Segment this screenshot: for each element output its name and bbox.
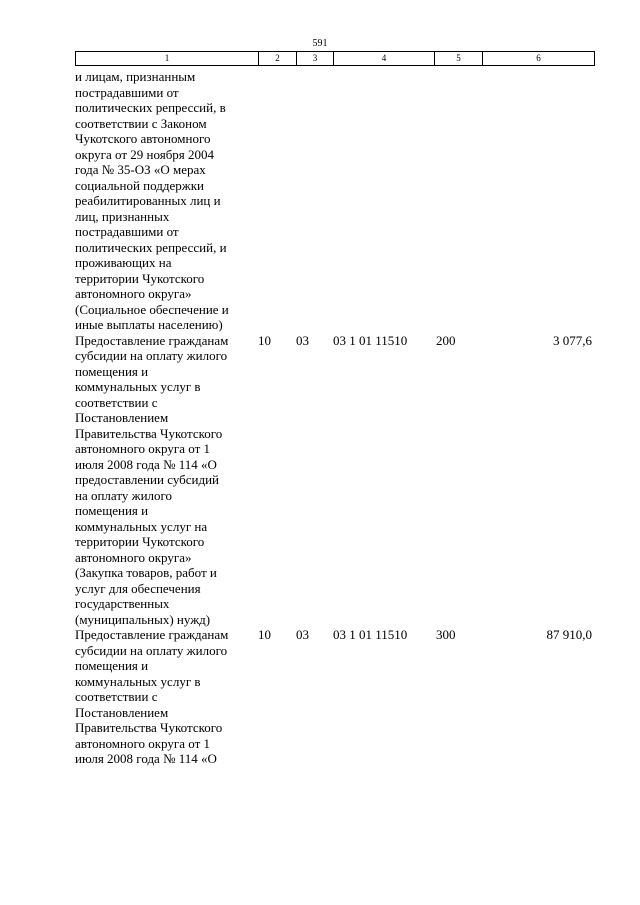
row-section: 10	[258, 332, 271, 348]
row-description: Предоставление гражданам субсидии на оплату жилого помещения и коммунальных услуг в соответствии с Постановлением Правительства Чукотского автономного округа от 1 июля 2008 года № 114 «О предоставлении субсидий на оплату жилого помещения и коммунальных услуг на территории Чукотского автономного округа» (Закупка товаров, работ и услуг для обеспечения государственных (муниципальных) нужд)	[75, 332, 229, 627]
row-description: Предоставление гражданам субсидии на оплату жилого помещения и коммунальных услуг в соответствии с Постановлением Правительства Чукотского автономного округа от 1 июля 2008 года № 114 «О	[75, 627, 229, 766]
row-amount: 3 077,6	[553, 332, 592, 348]
row-target-code: 03 1 01 11510	[333, 332, 408, 348]
table-body	[75, 69, 595, 767]
page-number: 591	[312, 38, 328, 49]
row-section: 10	[258, 627, 271, 642]
row-target-code: 03 1 01 11510	[333, 627, 408, 642]
header-col-1: 1	[76, 52, 259, 65]
row-expense-type: 300	[436, 627, 456, 642]
table-row	[75, 627, 595, 767]
table-row	[75, 333, 595, 628]
row-expense-type: 200	[436, 332, 456, 348]
table-header	[75, 51, 595, 66]
header-col-4: 4	[334, 52, 435, 65]
header-col-6: 6	[536, 53, 541, 63]
row-amount: 87 910,0	[546, 627, 592, 642]
header-col-2: 2	[259, 52, 297, 65]
header-col-3: 3	[297, 52, 334, 65]
row-subsection: 03	[296, 332, 309, 348]
table-row	[75, 69, 595, 333]
header-col-5: 5	[435, 52, 483, 65]
row-subsection: 03	[296, 627, 309, 642]
row-description: и лицам, признанным пострадавшими от политических репрессий, в соответствии с Законом Чукотского автономного округа от 29 ноября 2004 года № 35-ОЗ «О мерах социальной поддержки реабилитированных лиц и лиц, признанных пострадавшими от политических репрессий, и проживающих на территории Чукотского автономного округа» (Социальное обеспечение и иные выплаты населению)	[75, 69, 229, 332]
